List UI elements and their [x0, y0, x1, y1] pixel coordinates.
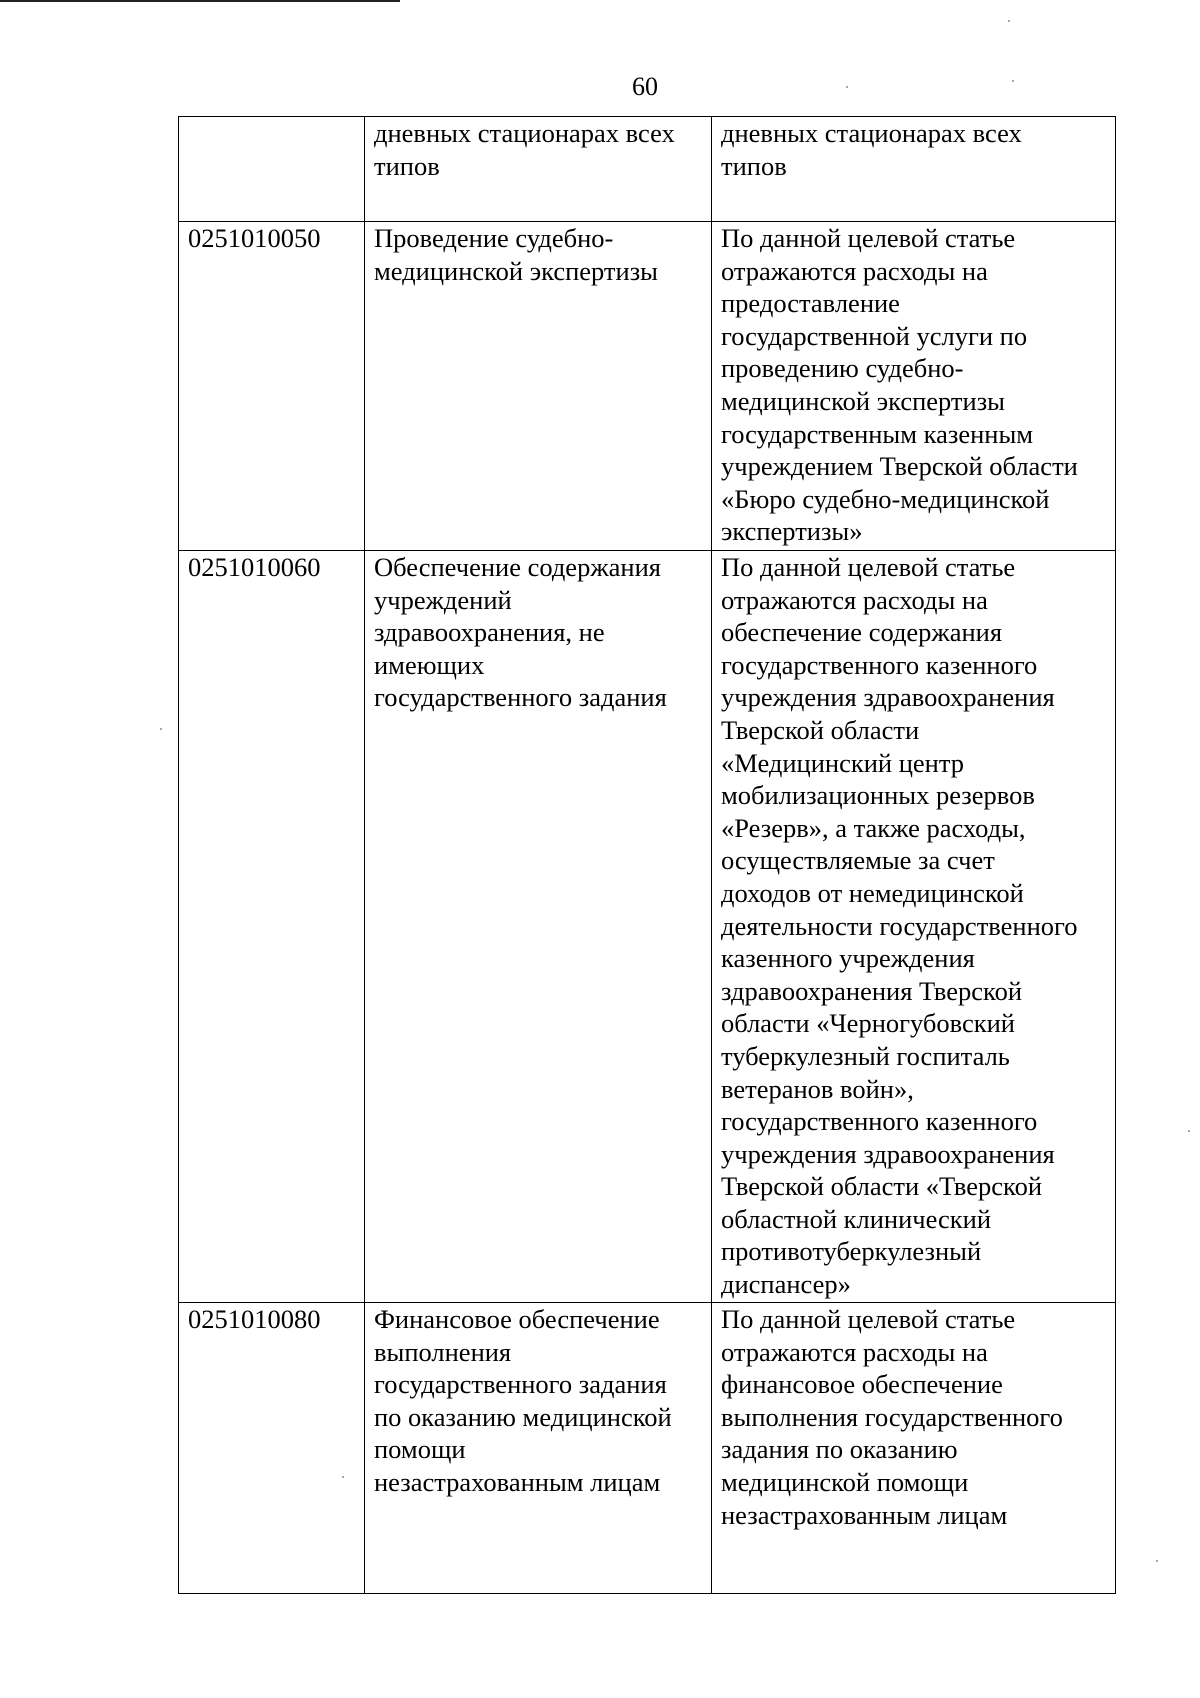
description-cell: По данной целевой статье отражаются расходы на предоставление государственной услуги по проведению судебно- медицинской экспертизы государственным казенным учреждением Тверской области «Бюро судебно-медицинской экспертизы» [712, 222, 1116, 551]
budget-classification-table [178, 116, 1116, 1594]
description-cell: По данной целевой статье отражаются расходы на обеспечение содержания государственного казенного учреждения здравоохранения Тверской области «Медицинский центр мобилизационных резервов «Резерв», а также расходы, осуществляемые за счет доходов от немедицинской деятельности государственного казенного учреждения здравоохранения Тверской области «Черногубовский туберкулезный госпиталь ветеранов войн», государственного казенного учреждения здравоохранения Тверской области «Тверской областной клинический противотуберкулезный диспансер» [712, 551, 1116, 1303]
description-cell: По данной целевой статье отражаются расходы на финансовое обеспечение выполнения государственного задания по оказанию медицинской помощи незастрахованным лицам [712, 1303, 1116, 1594]
name-cell: дневных стационарах всех типов [365, 117, 712, 222]
name-cell: Финансовое обеспечение выполнения государственного задания по оказанию медицинской помощи незастрахованным лицам [365, 1303, 712, 1594]
name-cell: Обеспечение содержания учреждений здравоохранения, не имеющих государственного задания [365, 551, 712, 1303]
name-cell: Проведение судебно- медицинской экспертизы [365, 222, 712, 551]
table-row [179, 551, 1116, 1303]
scan-speck [846, 86, 848, 88]
scan-speck [1188, 1130, 1190, 1132]
table-row [179, 117, 1116, 222]
description-cell: дневных стационарах всех типов [712, 117, 1116, 222]
page-number: 60 [632, 72, 658, 101]
table-row [179, 1303, 1116, 1594]
code-cell: 0251010050 [179, 222, 365, 551]
scan-speck [160, 728, 162, 730]
scan-speck [1156, 1560, 1158, 1562]
table-row [179, 222, 1116, 551]
scan-speck [1008, 20, 1010, 22]
scan-speck [342, 1476, 344, 1478]
scan-speck [1012, 80, 1014, 82]
scan-edge-mark [0, 0, 400, 2]
code-cell: 0251010080 [179, 1303, 365, 1594]
code-cell [179, 117, 365, 222]
code-cell: 0251010060 [179, 551, 365, 1303]
